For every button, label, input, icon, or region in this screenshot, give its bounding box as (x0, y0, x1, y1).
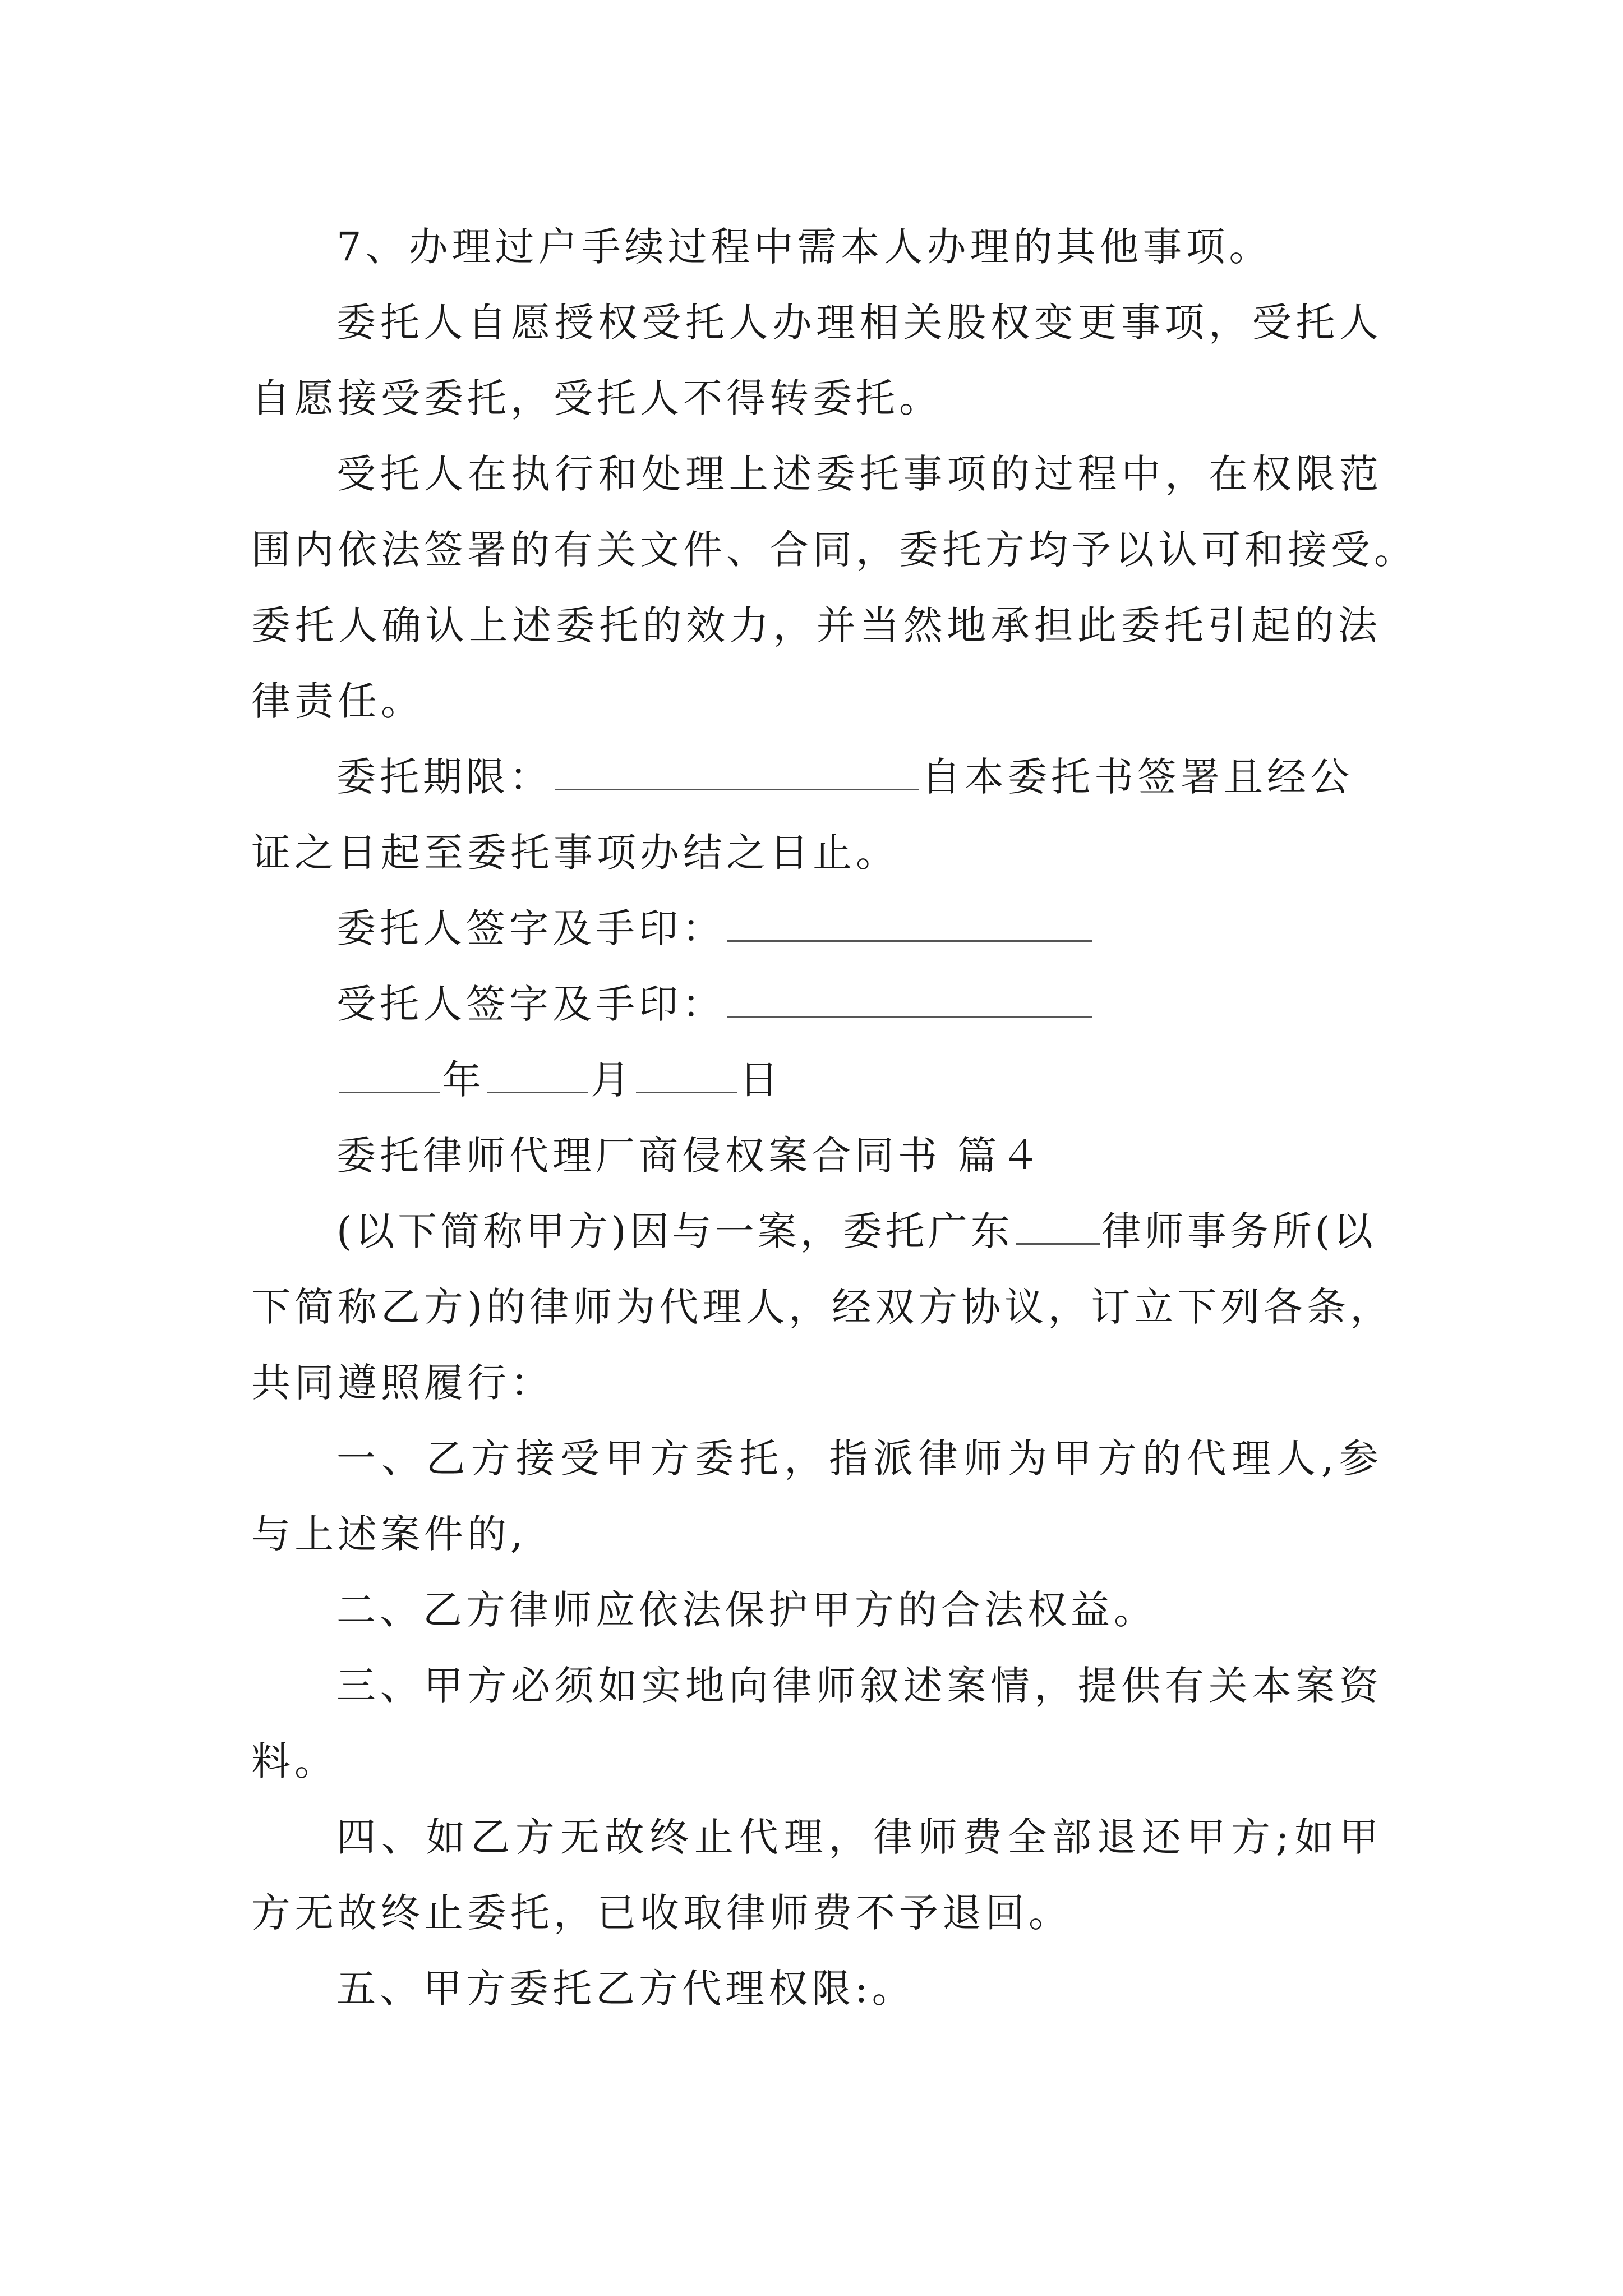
principal-signature-label: 委托人签字及手印： (336, 905, 725, 951)
line-text: 四、如乙方无故终止代理，律师费全部退还甲方;如甲 (336, 1814, 1382, 1860)
line-text: 下简称乙方)的律师为代理人，经双方协议，订立下列各条， (251, 1284, 1394, 1330)
section-title (0, 1114, 1623, 1198)
text-line (0, 659, 1623, 743)
section-title-text: 委托律师代理厂商侵权案合同书 篇４ (336, 1133, 1044, 1179)
line-text: 围内依法签署的有关文件、合同，委托方均予以认可和接受。 (251, 527, 1417, 573)
month-blank (487, 1058, 588, 1093)
text-line (0, 205, 1623, 289)
text-line-term (0, 735, 1623, 819)
text-line (0, 1265, 1394, 1349)
text-line (0, 1719, 1623, 1803)
line-text: 方无故终止委托，已收取律师费不予退回。 (251, 1890, 1072, 1936)
line-text: 共同遵照履行： (251, 1360, 554, 1406)
line-text: 三、甲方必须如实地向律师叙述案情，提供有关本案资 (336, 1663, 1382, 1709)
term-text: 自本委托书签署且经公 (921, 754, 1353, 800)
line-text: (以下简称甲方)因与一案，委托广东 (336, 1208, 1013, 1254)
text-line (0, 1341, 1623, 1425)
agent-signature-label: 受托人签字及手印： (336, 981, 725, 1027)
text-line (0, 1795, 1382, 1879)
text-line (0, 1644, 1382, 1728)
line-text: 律师事务所(以 (1101, 1208, 1376, 1254)
line-text: 料。 (251, 1738, 338, 1784)
year-label: 年 (442, 1057, 485, 1103)
day-blank (636, 1058, 737, 1093)
agent-signature-blank (727, 982, 1092, 1018)
text-line (0, 1416, 1382, 1501)
text-line (0, 1871, 1623, 1955)
principal-signature-line (0, 886, 1623, 970)
text-line (0, 280, 1382, 365)
line-text: 律责任。 (251, 678, 424, 724)
line-text: 证之日起至委托事项办结之日止。 (251, 830, 899, 876)
text-line (0, 508, 1417, 592)
line-text: 自愿接受委托，受托人不得转委托。 (251, 375, 942, 421)
month-label: 月 (591, 1057, 634, 1103)
text-line-firm (0, 1189, 1623, 1273)
term-blank (555, 755, 919, 790)
date-line (0, 1038, 1623, 1122)
year-blank (339, 1058, 440, 1093)
text-line (0, 583, 1381, 668)
term-label: 委托期限： (336, 754, 552, 800)
text-line (0, 432, 1382, 516)
text-line (0, 356, 1623, 440)
text-line (0, 1492, 1623, 1576)
principal-signature-blank (727, 907, 1092, 942)
line-text: 与上述案件的, (251, 1511, 527, 1557)
line-text: 二、乙方律师应依法保护甲方的合法权益。 (336, 1587, 1157, 1633)
line-text: 委托人确认上述委托的效力，并当然地承担此委托引起的法 (251, 602, 1381, 648)
line-text: 五、甲方委托乙方代理权限:。 (336, 1966, 915, 2012)
text-line (0, 811, 1623, 895)
line-text: 委托人自愿授权受托人办理相关股权变更事项，受托人 (336, 300, 1382, 346)
text-line (0, 1568, 1623, 1652)
agent-signature-line (0, 962, 1623, 1046)
line-text: 受托人在执行和处理上述委托事项的过程中，在权限范 (336, 451, 1382, 497)
line-text: 7、办理过户手续过程中需本人办理的其他事项。 (336, 224, 1272, 270)
firm-blank (1016, 1209, 1100, 1245)
day-label: 日 (739, 1057, 782, 1103)
line-text: 一、乙方接受甲方委托，指派律师为甲方的代理人,参 (336, 1435, 1382, 1481)
text-line (0, 1947, 1623, 2031)
